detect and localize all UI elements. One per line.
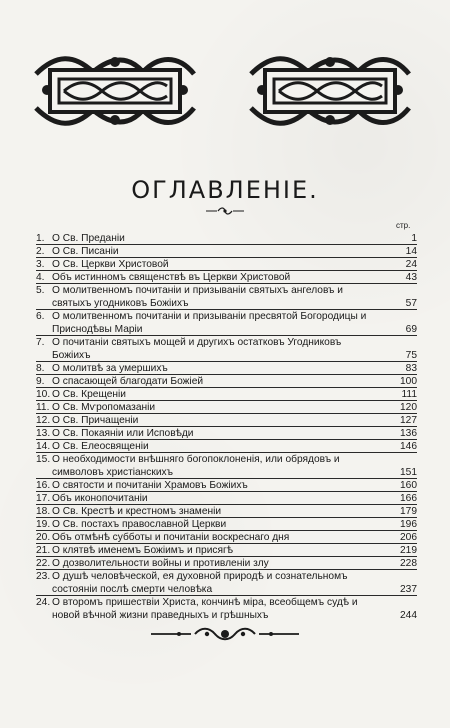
toc-row	[36, 479, 417, 492]
toc-entry: О святости и почитаніи Храмовъ Божіихъ	[52, 480, 248, 491]
toc-number: 14.	[36, 441, 51, 452]
toc-row	[36, 557, 417, 570]
toc-page: 206	[400, 532, 417, 543]
toc-number: 8.	[36, 363, 45, 374]
toc-page: 179	[400, 506, 417, 517]
toc-entry: О Св. Крещеніи	[52, 389, 126, 400]
toc-row	[36, 375, 417, 388]
toc-entry: О молитвенномъ почитаніи и призываніи пресвятой Богородицы и Приснодѣвы Маріи	[52, 311, 367, 335]
table-of-contents	[36, 232, 417, 622]
toc-row	[36, 401, 417, 414]
toc-entry: О спасающей благодати Божіей	[52, 376, 204, 387]
toc-row	[36, 284, 417, 310]
toc-number: 13.	[36, 428, 51, 439]
toc-entry: О почитаніи святыхъ мощей и другихъ остатковъ Угодниковъ Божіихъ	[52, 337, 342, 361]
toc-entry: Объ отмѣнѣ субботы и почитаніи воскреснаго дня	[52, 532, 290, 543]
toc-page: 127	[400, 415, 417, 426]
toc-entry: О второмъ пришествіи Христа, кончинѣ міра, всеобщемъ судѣ и новой вѣчной жизни праведныхъ и грѣшныхъ	[52, 597, 358, 621]
toc-row	[36, 414, 417, 427]
toc-row	[36, 531, 417, 544]
toc-entry: О молитвѣ за умершихъ	[52, 363, 168, 374]
toc-row	[36, 505, 417, 518]
toc-number: 5.	[36, 285, 45, 296]
toc-page: 1	[411, 233, 417, 244]
toc-number: 11.	[36, 402, 50, 413]
toc-entry: О Св. Елеосвященіи	[52, 441, 149, 452]
toc-page: 219	[400, 545, 417, 556]
toc-page: 237	[400, 584, 417, 595]
title-ornament	[205, 206, 245, 216]
toc-row	[36, 271, 417, 284]
toc-number: 4.	[36, 272, 45, 283]
toc-number: 9.	[36, 376, 45, 387]
toc-entry: О Св. Покаяніи или Исповѣди	[52, 428, 194, 439]
page-title: ОГЛАВЛЕНІЕ.	[131, 176, 319, 204]
toc-entry: О душѣ человѣческой, ея духовной природѣ и сознательномъ состояніи послѣ смерти человѣка	[52, 571, 348, 595]
toc-page: 24	[405, 259, 417, 270]
toc-number: 20.	[36, 532, 51, 543]
toc-entry: О Св. постахъ православной Церкви	[52, 519, 227, 530]
toc-page: 166	[400, 493, 417, 504]
toc-row	[36, 362, 417, 375]
toc-page: 160	[400, 480, 417, 491]
toc-row	[36, 453, 417, 479]
toc-entry: О молитвенномъ почитаніи и призываніи святыхъ ангеловъ и святыхъ угодниковъ Божіихъ	[52, 285, 343, 309]
toc-number: 12.	[36, 415, 51, 426]
toc-number: 7.	[36, 337, 45, 348]
toc-page: 69	[405, 324, 417, 335]
ornamental-header-right	[243, 50, 417, 132]
toc-row	[36, 596, 417, 622]
toc-entry: Объ иконопочитаніи	[52, 493, 148, 504]
toc-number: 22.	[36, 558, 51, 569]
toc-row	[36, 258, 417, 271]
toc-entry: О Св. Причащеніи	[52, 415, 139, 426]
toc-number: 6.	[36, 311, 45, 322]
toc-number: 16.	[36, 480, 51, 491]
toc-page: 75	[405, 350, 417, 361]
toc-page: 228	[400, 558, 417, 569]
toc-entry: Объ истинномъ священствѣ въ Церкви Христовой	[52, 272, 291, 283]
footer-ornament	[145, 625, 305, 643]
toc-row	[36, 427, 417, 440]
toc-number: 15.	[36, 454, 51, 465]
toc-page: 120	[400, 402, 417, 413]
toc-entry: О Св. Мѵропомазаніи	[52, 402, 156, 413]
toc-row	[36, 388, 417, 401]
toc-row	[36, 310, 417, 336]
toc-row	[36, 336, 417, 362]
toc-page: 100	[400, 376, 417, 387]
toc-row	[36, 544, 417, 557]
toc-row	[36, 570, 417, 596]
toc-row	[36, 232, 417, 245]
toc-page: 136	[400, 428, 417, 439]
toc-entry: О Св. Писаніи	[52, 246, 119, 257]
toc-entry: О Св. Крестѣ и крестномъ знаменіи	[52, 506, 222, 517]
toc-row	[36, 245, 417, 258]
toc-page: 57	[405, 298, 417, 309]
toc-row	[36, 492, 417, 505]
toc-number: 19.	[36, 519, 51, 530]
toc-page: 244	[400, 610, 417, 621]
toc-number: 21.	[36, 545, 51, 556]
toc-entry: О Св. Церкви Христовой	[52, 259, 169, 270]
toc-number: 18.	[36, 506, 51, 517]
ornamental-header-left	[28, 50, 202, 132]
toc-row	[36, 440, 417, 453]
toc-page: 14	[405, 246, 417, 257]
toc-page: 151	[400, 467, 417, 478]
toc-entry: О Св. Преданіи	[52, 233, 125, 244]
toc-entry: О дозволительности войны и противленіи злу	[52, 558, 269, 569]
toc-number: 17.	[36, 493, 51, 504]
toc-page: 83	[405, 363, 417, 374]
toc-number: 10.	[36, 389, 51, 400]
toc-number: 3.	[36, 259, 45, 270]
toc-entry: О необходимости внѣшняго богопоклоненія, или обрядовъ и символовъ христіанскихъ	[52, 454, 340, 478]
toc-number: 23.	[36, 571, 51, 582]
toc-entry: О клятвѣ именемъ Божіимъ и присягѣ	[52, 545, 233, 556]
toc-page: 43	[405, 272, 417, 283]
toc-page: 146	[400, 441, 417, 452]
page-column-label: стр.	[396, 221, 411, 230]
toc-number: 24.	[36, 597, 51, 608]
toc-number: 2.	[36, 246, 45, 257]
toc-row	[36, 518, 417, 531]
toc-page: 196	[400, 519, 417, 530]
toc-page: 111	[401, 389, 417, 400]
toc-number: 1.	[36, 233, 45, 244]
